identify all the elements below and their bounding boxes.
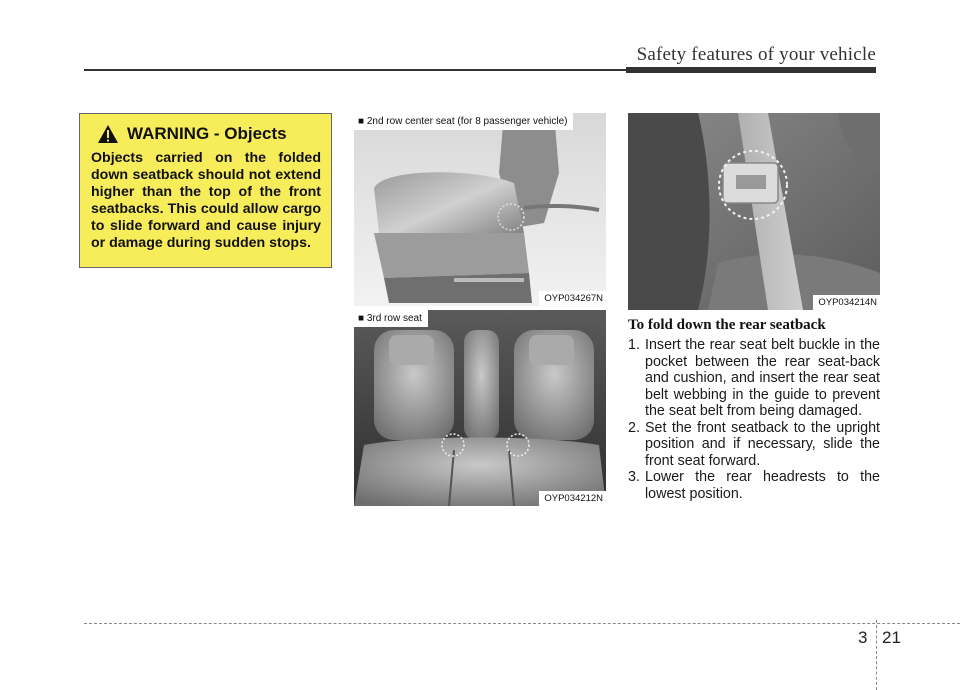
step-text: Lower the rear headrests to the lowest position. [645,469,880,502]
step-text: Insert the rear seat belt buckle in the pocket between the rear seat-back and cushion, and insert the rear seat belt webbing in the guide to prevent the seat belt from being damaged. [645,337,880,419]
warning-header [97,124,321,144]
figure-label: ■ 3rd row seat [354,310,428,327]
warning-title: WARNING - Objects [127,124,287,143]
figure-code: OYP034212N [539,491,606,506]
instruction-steps [628,337,880,502]
figure-code: OYP034267N [539,291,606,306]
figure-label: ■ 2nd row center seat (for 8 passenger vehicle) [354,113,573,130]
warning-box [79,113,332,268]
footer-separator [876,620,877,690]
header-rule-accent [626,67,876,73]
figure-3rd-row-seat [354,310,606,506]
third-row-seat-illustration [354,310,606,506]
step-number: 3. [628,469,640,485]
warning-body: Objects carried on the folded down seatback should not extend higher than the top of the front seatbacks. This could allow cargo to slide forward and cause injury or damage during sudden stops. [91,150,321,251]
page-number: 21 [882,628,901,647]
step-item [628,337,880,420]
chapter-number: 3 [858,628,868,647]
second-row-seat-illustration [354,113,606,306]
figure-seat-belt-guide [628,113,880,310]
seat-belt-guide-illustration [628,113,880,310]
step-item [628,420,880,470]
warning-triangle-icon [97,124,119,144]
footer-rule [84,623,960,624]
figure-code: OYP034214N [813,295,880,310]
step-item [628,469,880,502]
figure-2nd-row-center-seat [354,113,606,306]
header-title: Safety features of your vehicle [636,44,876,65]
instructions-heading: To fold down the rear seatback [628,317,826,333]
step-text: Set the front seatback to the upright position and if necessary, slide the front seat forward. [645,419,880,469]
step-number: 1. [628,337,640,353]
step-number: 2. [628,419,640,436]
